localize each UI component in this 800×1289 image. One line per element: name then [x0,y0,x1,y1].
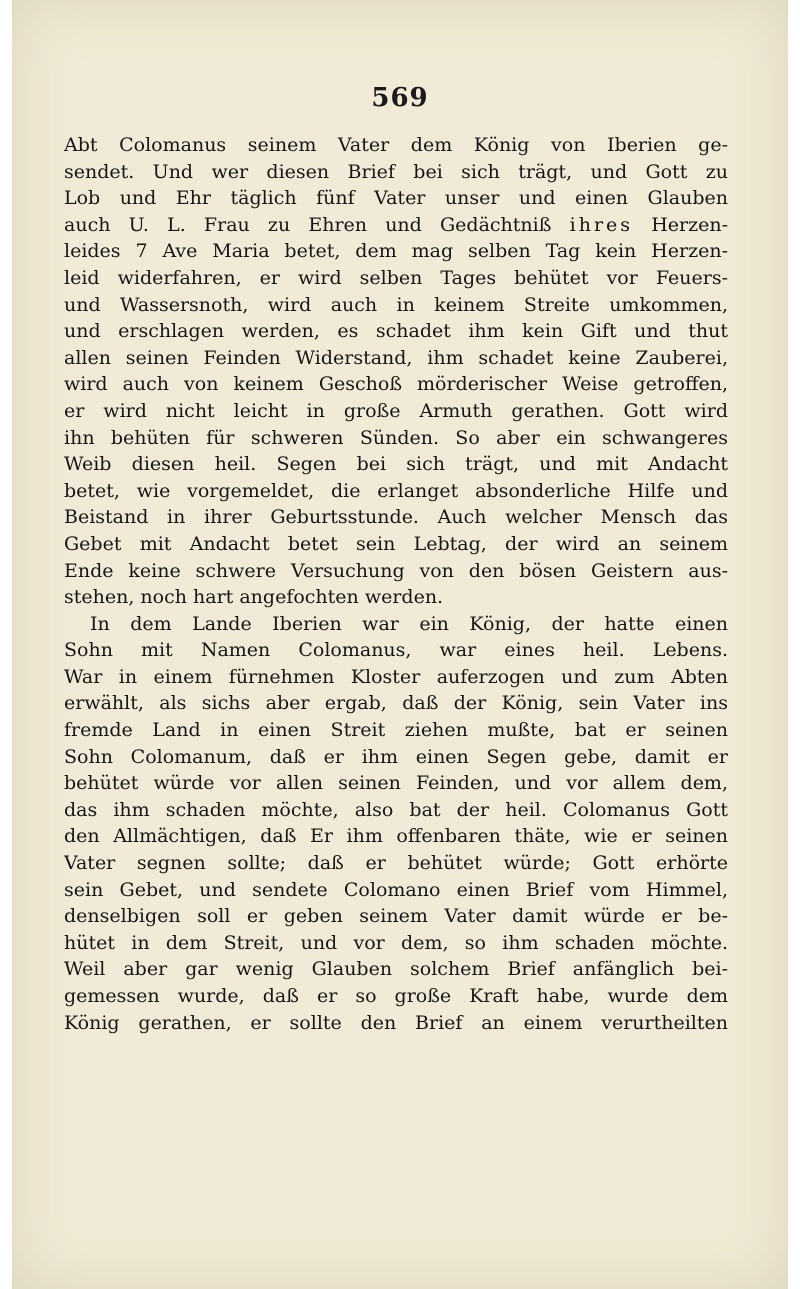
text-line: Sohn mit Namen Colomanus, war eines heil. Lebens. [64,639,728,662]
page-number: 569 [371,83,429,113]
text-line: stehen, noch hart angefochten werden. [64,586,444,609]
text-line: Weil aber gar wenig Glauben solchem Brief anfänglich bei- [64,958,728,981]
text-line: leides 7 Ave Maria betet, dem mag selben Tag kein Herzen- [64,240,728,263]
text-line: das ihm schaden möchte, also bat der heil. Colomanus Gott [64,798,728,821]
text-line: gemessen wurde, daß er so große Kraft habe, wurde dem [64,985,728,1007]
text-line: ihn behüten für schweren Sünden. So aber ein schwangeres [64,426,728,449]
text-line: Sohn Colomanum, daß er ihm einen Segen gebe, damit er [64,745,728,768]
text-line: leid widerfahren, er wird selben Tages behütet vor Feuers- [64,266,728,289]
text-line: wird auch von keinem Geschoß mörderischer Weise getroffen, [64,373,728,396]
text-line: Ende keine schwere Versuchung von den bösen Geistern aus- [64,559,728,582]
text-line: War in einem fürnehmen Kloster auferzogen und zum Abten [64,665,728,688]
text-line: allen seinen Feinden Widerstand, ihm schadet keine Zauberei, [64,346,728,369]
text-line: Lob und Ehr täglich fünf Vater unser und einen Glauben [64,187,728,210]
text-line: erwählt, als sichs aber ergab, daß der König, sein Vater ins [64,692,728,715]
body-text [64,132,728,1036]
text-line: Abt Colomanus seinem Vater dem König von Iberien ge- [64,134,728,156]
text-line: behütet würde vor allen seinen Feinden, und vor allem dem, [64,772,728,795]
text-line: Gebet mit Andacht betet sein Lebtag, der wird an seinem [64,532,728,555]
text-line: denselbigen soll er geben seinem Vater damit würde er be- [64,905,728,928]
text-line: König gerathen, er sollte den Brief an einem verurtheilten [64,1011,728,1034]
text-line: In dem Lande Iberien war ein König, der hatte einen [90,612,728,635]
text-segment: Herzen- [651,213,728,236]
text-line: betet, wie vorgemeldet, die erlanget absonderliche Hilfe und [64,479,728,502]
text-segment: auch U. L. Frau zu Ehren und Gedächtniß [64,213,552,236]
text-line: Vater segnen sollte; daß er behütet würde; Gott erhörte [64,852,728,875]
text-line: er wird nicht leicht in große Armuth gerathen. Gott wird [64,399,728,422]
text-line: und Wassersnoth, wird auch in keinem Streite umkommen, [64,293,728,316]
text-line: hütet in dem Streit, und vor dem, so ihm schaden möchte. [64,931,728,954]
text-line: sein Gebet, und sendete Colomano einen Brief vom Himmel, [64,878,728,901]
text-line [64,212,728,239]
book-page [12,0,788,1289]
text-line: sendet. Und wer diesen Brief bei sich trägt, und Gott zu [64,160,728,183]
text-line: Beistand in ihrer Geburtsstunde. Auch welcher Mensch das [64,506,728,529]
text-line: und erschlagen werden, es schadet ihm kein Gift und thut [64,320,728,343]
text-line: den Allmächtigen, daß Er ihm offenbaren thäte, wie er seinen [64,825,728,848]
emphasized-word: ihres [569,213,634,236]
text-line: fremde Land in einen Streit ziehen mußte, bat er seinen [64,719,728,742]
text-line: Weib diesen heil. Segen bei sich trägt, und mit Andacht [64,453,728,476]
